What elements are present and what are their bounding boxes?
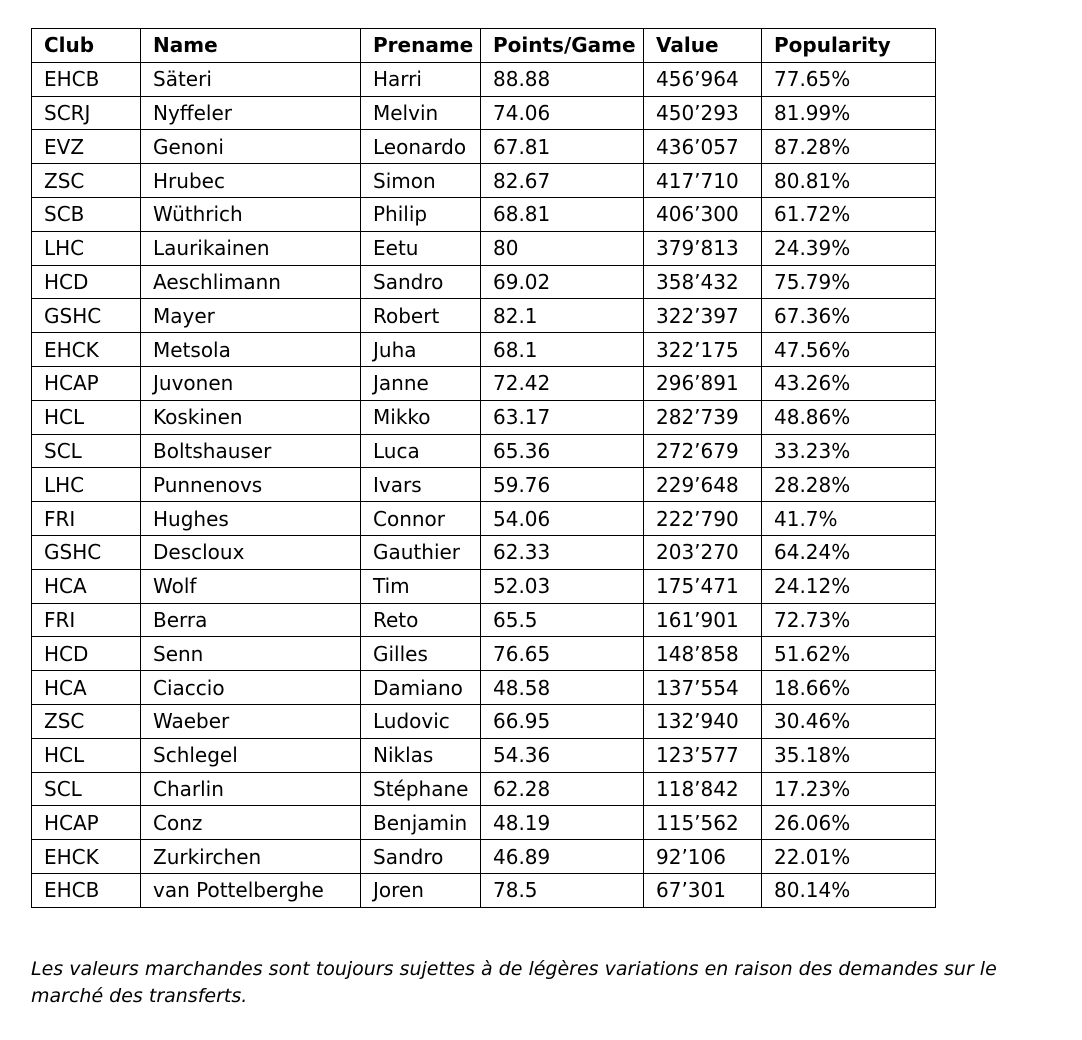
value-cell: 322’175 xyxy=(644,333,762,367)
name-cell: Boltshauser xyxy=(141,434,361,468)
points-per-game-cell: 74.06 xyxy=(481,96,644,130)
table-row xyxy=(32,265,936,299)
points-per-game-cell: 62.28 xyxy=(481,772,644,806)
prename-cell: Benjamin xyxy=(361,806,481,840)
table-row xyxy=(32,434,936,468)
popularity-cell: 24.12% xyxy=(762,569,936,603)
points-per-game-cell: 69.02 xyxy=(481,265,644,299)
club-cell: HCD xyxy=(32,265,141,299)
popularity-cell: 67.36% xyxy=(762,299,936,333)
table-row xyxy=(32,840,936,874)
name-cell: Berra xyxy=(141,603,361,637)
club-cell: SCL xyxy=(32,434,141,468)
points-per-game-cell: 65.36 xyxy=(481,434,644,468)
prename-cell: Gauthier xyxy=(361,535,481,569)
prename-cell: Melvin xyxy=(361,96,481,130)
name-cell: Zurkirchen xyxy=(141,840,361,874)
market-value-note: Les valeurs marchandes sont toujours sujettes à de légères variations en raison des demandes sur le marché des transferts. xyxy=(31,958,997,1007)
points-per-game-cell: 68.81 xyxy=(481,197,644,231)
popularity-cell: 35.18% xyxy=(762,738,936,772)
prename-cell: Simon xyxy=(361,164,481,198)
popularity-cell: 24.39% xyxy=(762,231,936,265)
club-cell: EHCK xyxy=(32,333,141,367)
prename-cell: Robert xyxy=(361,299,481,333)
popularity-cell: 17.23% xyxy=(762,772,936,806)
popularity-cell: 64.24% xyxy=(762,535,936,569)
prename-cell: Gilles xyxy=(361,637,481,671)
value-cell: 322’397 xyxy=(644,299,762,333)
table-row xyxy=(32,333,936,367)
popularity-cell: 77.65% xyxy=(762,62,936,96)
club-cell: SCL xyxy=(32,772,141,806)
prename-cell: Luca xyxy=(361,434,481,468)
table-row xyxy=(32,366,936,400)
table-row xyxy=(32,468,936,502)
name-cell: Hrubec xyxy=(141,164,361,198)
club-cell: HCL xyxy=(32,400,141,434)
value-cell: 67’301 xyxy=(644,873,762,907)
value-cell: 123’577 xyxy=(644,738,762,772)
value-cell: 229’648 xyxy=(644,468,762,502)
popularity-cell: 48.86% xyxy=(762,400,936,434)
club-cell: SCRJ xyxy=(32,96,141,130)
table-row xyxy=(32,130,936,164)
club-cell: ZSC xyxy=(32,704,141,738)
header-popularity: Popularity xyxy=(762,29,936,63)
prename-cell: Connor xyxy=(361,502,481,536)
points-per-game-cell: 59.76 xyxy=(481,468,644,502)
name-cell: Descloux xyxy=(141,535,361,569)
points-per-game-cell: 82.67 xyxy=(481,164,644,198)
club-cell: EVZ xyxy=(32,130,141,164)
popularity-cell: 80.14% xyxy=(762,873,936,907)
name-cell: Aeschlimann xyxy=(141,265,361,299)
table-header-row xyxy=(32,29,936,63)
name-cell: Juvonen xyxy=(141,366,361,400)
table-row xyxy=(32,231,936,265)
name-cell: Conz xyxy=(141,806,361,840)
name-cell: Mayer xyxy=(141,299,361,333)
header-prename: Prename xyxy=(361,29,481,63)
points-per-game-cell: 48.58 xyxy=(481,671,644,705)
table-body xyxy=(32,62,936,907)
value-cell: 161’901 xyxy=(644,603,762,637)
players-table xyxy=(31,28,936,908)
table-row xyxy=(32,603,936,637)
value-cell: 379’813 xyxy=(644,231,762,265)
club-cell: HCL xyxy=(32,738,141,772)
name-cell: Waeber xyxy=(141,704,361,738)
popularity-cell: 26.06% xyxy=(762,806,936,840)
name-cell: Punnenovs xyxy=(141,468,361,502)
table-row xyxy=(32,704,936,738)
value-cell: 222’790 xyxy=(644,502,762,536)
table-row xyxy=(32,96,936,130)
club-cell: EHCK xyxy=(32,840,141,874)
prename-cell: Leonardo xyxy=(361,130,481,164)
points-per-game-cell: 76.65 xyxy=(481,637,644,671)
header-points-per-game: Points/Game xyxy=(481,29,644,63)
table-row xyxy=(32,299,936,333)
prename-cell: Eetu xyxy=(361,231,481,265)
points-per-game-cell: 80 xyxy=(481,231,644,265)
popularity-cell: 30.46% xyxy=(762,704,936,738)
club-cell: LHC xyxy=(32,231,141,265)
prename-cell: Stéphane xyxy=(361,772,481,806)
prename-cell: Tim xyxy=(361,569,481,603)
header-value: Value xyxy=(644,29,762,63)
prename-cell: Juha xyxy=(361,333,481,367)
name-cell: van Pottelberghe xyxy=(141,873,361,907)
points-per-game-cell: 54.06 xyxy=(481,502,644,536)
club-cell: HCAP xyxy=(32,806,141,840)
prename-cell: Janne xyxy=(361,366,481,400)
popularity-cell: 81.99% xyxy=(762,96,936,130)
table-row xyxy=(32,873,936,907)
club-cell: GSHC xyxy=(32,535,141,569)
value-cell: 132’940 xyxy=(644,704,762,738)
points-per-game-cell: 48.19 xyxy=(481,806,644,840)
table-row xyxy=(32,671,936,705)
table-row xyxy=(32,62,936,96)
value-cell: 436’057 xyxy=(644,130,762,164)
name-cell: Wüthrich xyxy=(141,197,361,231)
popularity-cell: 51.62% xyxy=(762,637,936,671)
value-cell: 450’293 xyxy=(644,96,762,130)
popularity-cell: 47.56% xyxy=(762,333,936,367)
header-club: Club xyxy=(32,29,141,63)
prename-cell: Ivars xyxy=(361,468,481,502)
table-row xyxy=(32,569,936,603)
value-cell: 272’679 xyxy=(644,434,762,468)
table-row xyxy=(32,502,936,536)
name-cell: Koskinen xyxy=(141,400,361,434)
value-cell: 406’300 xyxy=(644,197,762,231)
prename-cell: Ludovic xyxy=(361,704,481,738)
name-cell: Nyffeler xyxy=(141,96,361,130)
table-row xyxy=(32,738,936,772)
popularity-cell: 41.7% xyxy=(762,502,936,536)
prename-cell: Niklas xyxy=(361,738,481,772)
name-cell: Metsola xyxy=(141,333,361,367)
table-row xyxy=(32,164,936,198)
name-cell: Wolf xyxy=(141,569,361,603)
popularity-cell: 72.73% xyxy=(762,603,936,637)
value-cell: 296’891 xyxy=(644,366,762,400)
popularity-cell: 28.28% xyxy=(762,468,936,502)
club-cell: FRI xyxy=(32,502,141,536)
table-row xyxy=(32,400,936,434)
prename-cell: Joren xyxy=(361,873,481,907)
points-per-game-cell: 82.1 xyxy=(481,299,644,333)
club-cell: ZSC xyxy=(32,164,141,198)
points-per-game-cell: 67.81 xyxy=(481,130,644,164)
popularity-cell: 75.79% xyxy=(762,265,936,299)
table-row xyxy=(32,535,936,569)
value-cell: 115’562 xyxy=(644,806,762,840)
club-cell: HCD xyxy=(32,637,141,671)
points-per-game-cell: 65.5 xyxy=(481,603,644,637)
prename-cell: Sandro xyxy=(361,265,481,299)
prename-cell: Harri xyxy=(361,62,481,96)
club-cell: LHC xyxy=(32,468,141,502)
table-row xyxy=(32,197,936,231)
value-cell: 118’842 xyxy=(644,772,762,806)
value-cell: 282’739 xyxy=(644,400,762,434)
popularity-cell: 80.81% xyxy=(762,164,936,198)
club-cell: GSHC xyxy=(32,299,141,333)
value-cell: 148’858 xyxy=(644,637,762,671)
points-per-game-cell: 46.89 xyxy=(481,840,644,874)
prename-cell: Philip xyxy=(361,197,481,231)
header-name: Name xyxy=(141,29,361,63)
value-cell: 92’106 xyxy=(644,840,762,874)
name-cell: Genoni xyxy=(141,130,361,164)
points-per-game-cell: 54.36 xyxy=(481,738,644,772)
club-cell: FRI xyxy=(32,603,141,637)
points-per-game-cell: 72.42 xyxy=(481,366,644,400)
popularity-cell: 33.23% xyxy=(762,434,936,468)
name-cell: Säteri xyxy=(141,62,361,96)
popularity-cell: 61.72% xyxy=(762,197,936,231)
popularity-cell: 22.01% xyxy=(762,840,936,874)
prename-cell: Mikko xyxy=(361,400,481,434)
table-row xyxy=(32,806,936,840)
points-per-game-cell: 62.33 xyxy=(481,535,644,569)
table-row xyxy=(32,772,936,806)
name-cell: Charlin xyxy=(141,772,361,806)
value-cell: 175’471 xyxy=(644,569,762,603)
name-cell: Schlegel xyxy=(141,738,361,772)
name-cell: Senn xyxy=(141,637,361,671)
value-cell: 137’554 xyxy=(644,671,762,705)
value-cell: 456’964 xyxy=(644,62,762,96)
club-cell: HCA xyxy=(32,671,141,705)
table-row xyxy=(32,637,936,671)
points-per-game-cell: 63.17 xyxy=(481,400,644,434)
club-cell: EHCB xyxy=(32,62,141,96)
value-cell: 358’432 xyxy=(644,265,762,299)
value-cell: 203’270 xyxy=(644,535,762,569)
name-cell: Hughes xyxy=(141,502,361,536)
prename-cell: Sandro xyxy=(361,840,481,874)
popularity-cell: 18.66% xyxy=(762,671,936,705)
points-per-game-cell: 78.5 xyxy=(481,873,644,907)
points-per-game-cell: 52.03 xyxy=(481,569,644,603)
points-per-game-cell: 88.88 xyxy=(481,62,644,96)
club-cell: SCB xyxy=(32,197,141,231)
points-per-game-cell: 66.95 xyxy=(481,704,644,738)
club-cell: EHCB xyxy=(32,873,141,907)
prename-cell: Reto xyxy=(361,603,481,637)
name-cell: Ciaccio xyxy=(141,671,361,705)
club-cell: HCAP xyxy=(32,366,141,400)
prename-cell: Damiano xyxy=(361,671,481,705)
name-cell: Laurikainen xyxy=(141,231,361,265)
popularity-cell: 87.28% xyxy=(762,130,936,164)
points-per-game-cell: 68.1 xyxy=(481,333,644,367)
value-cell: 417’710 xyxy=(644,164,762,198)
popularity-cell: 43.26% xyxy=(762,366,936,400)
club-cell: HCA xyxy=(32,569,141,603)
